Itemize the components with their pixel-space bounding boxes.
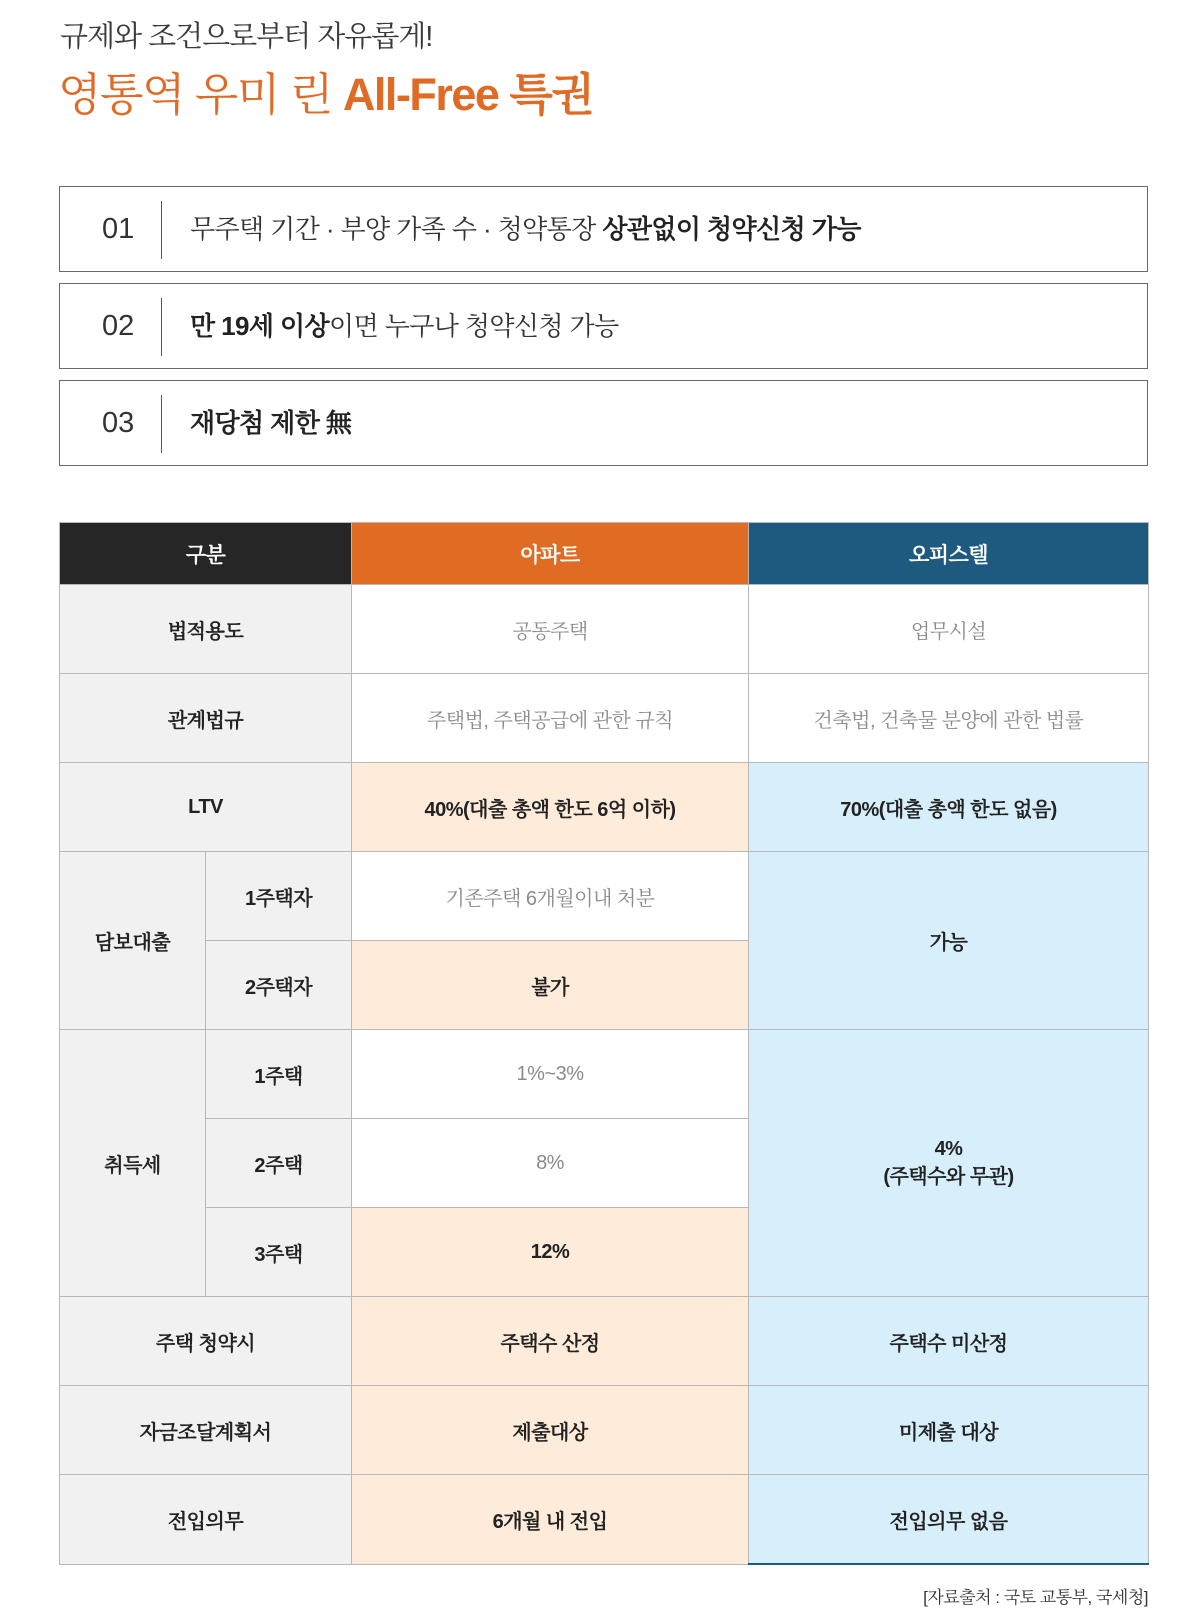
officetel-cell: 70%(대출 총액 한도 없음) xyxy=(749,763,1149,852)
title-bold: All-Free 특권 xyxy=(342,69,594,120)
row-label: LTV xyxy=(60,763,352,852)
comparison-table xyxy=(59,522,1149,1565)
feature-02 xyxy=(59,283,1148,369)
header-officetel: 오피스텔 xyxy=(749,523,1149,585)
sub-label: 1주택자 xyxy=(206,852,352,941)
feature-number: 03 xyxy=(102,407,135,439)
feature-03 xyxy=(59,380,1148,466)
subtitle: 규제와 조건으로부터 자유롭게! xyxy=(60,21,433,53)
table-row xyxy=(60,763,1149,852)
header-category: 구분 xyxy=(60,523,352,585)
group-label: 취득세 xyxy=(60,1030,206,1297)
sub-label: 2주택 xyxy=(206,1119,352,1208)
feature-text-bold: 재당첨 제한 無 xyxy=(190,408,352,438)
title-main: 영통역 우미 린 xyxy=(58,69,332,120)
feature-text xyxy=(190,187,861,271)
officetel-cell: 주택수 미산정 xyxy=(749,1297,1149,1386)
row-label: 법적용도 xyxy=(60,585,352,674)
table-row xyxy=(60,674,1149,763)
apartment-cell: 주택수 산정 xyxy=(352,1297,749,1386)
feature-divider xyxy=(161,298,162,356)
apartment-cell: 40%(대출 총액 한도 6억 이하) xyxy=(352,763,749,852)
sub-label: 3주택 xyxy=(206,1208,352,1297)
officetel-cell: 업무시설 xyxy=(749,585,1149,674)
row-label: 주택 청약시 xyxy=(60,1297,352,1386)
table-row xyxy=(60,852,1149,941)
source-note: [자료출처 : 국토 교통부, 국세청] xyxy=(923,1588,1148,1607)
officetel-cell: 가능 xyxy=(749,852,1149,1030)
page-title xyxy=(58,58,593,123)
officetel-cell: 전입의무 없음 xyxy=(749,1475,1149,1565)
officetel-cell: 미제출 대상 xyxy=(749,1386,1149,1475)
officetel-tax-rate: 4% xyxy=(934,1138,963,1160)
apartment-cell: 불가 xyxy=(352,941,749,1030)
feature-divider xyxy=(161,201,162,259)
row-label: 전입의무 xyxy=(60,1475,352,1565)
feature-text-bold: 만 19세 이상 xyxy=(190,311,330,341)
table-row xyxy=(60,1386,1149,1475)
feature-text-plain: 무주택 기간 · 부양 가족 수 · 청약통장 xyxy=(190,214,596,244)
apartment-cell: 8% xyxy=(352,1119,749,1208)
feature-divider xyxy=(161,395,162,453)
apartment-cell: 1%~3% xyxy=(352,1030,749,1119)
apartment-cell: 12% xyxy=(352,1208,749,1297)
apartment-cell: 기존주택 6개월이내 처분 xyxy=(352,852,749,941)
apartment-cell: 제출대상 xyxy=(352,1386,749,1475)
table-row xyxy=(60,1030,1149,1119)
sub-label: 1주택 xyxy=(206,1030,352,1119)
row-label: 자금조달계획서 xyxy=(60,1386,352,1475)
apartment-cell: 주택법, 주택공급에 관한 규칙 xyxy=(352,674,749,763)
feature-number: 02 xyxy=(102,310,135,342)
feature-text xyxy=(190,284,619,368)
table-row xyxy=(60,1475,1149,1565)
group-label: 담보대출 xyxy=(60,852,206,1030)
apartment-cell: 공동주택 xyxy=(352,585,749,674)
header-apartment: 아파트 xyxy=(352,523,749,585)
feature-text-bold: 상관없이 청약신청 가능 xyxy=(602,214,861,244)
apartment-cell: 6개월 내 전입 xyxy=(352,1475,749,1565)
table-row xyxy=(60,585,1149,674)
feature-01 xyxy=(59,186,1148,272)
feature-text xyxy=(190,381,351,465)
feature-number: 01 xyxy=(102,213,135,245)
sub-label: 2주택자 xyxy=(206,941,352,1030)
row-label: 관계법규 xyxy=(60,674,352,763)
officetel-cell xyxy=(749,1030,1149,1297)
table-row xyxy=(60,1297,1149,1386)
officetel-tax-note: (주택수와 무관) xyxy=(883,1166,1014,1188)
table-header-row xyxy=(60,523,1149,585)
feature-text-plain: 이면 누구나 청약신청 가능 xyxy=(329,311,619,341)
officetel-cell: 건축법, 건축물 분양에 관한 법률 xyxy=(749,674,1149,763)
